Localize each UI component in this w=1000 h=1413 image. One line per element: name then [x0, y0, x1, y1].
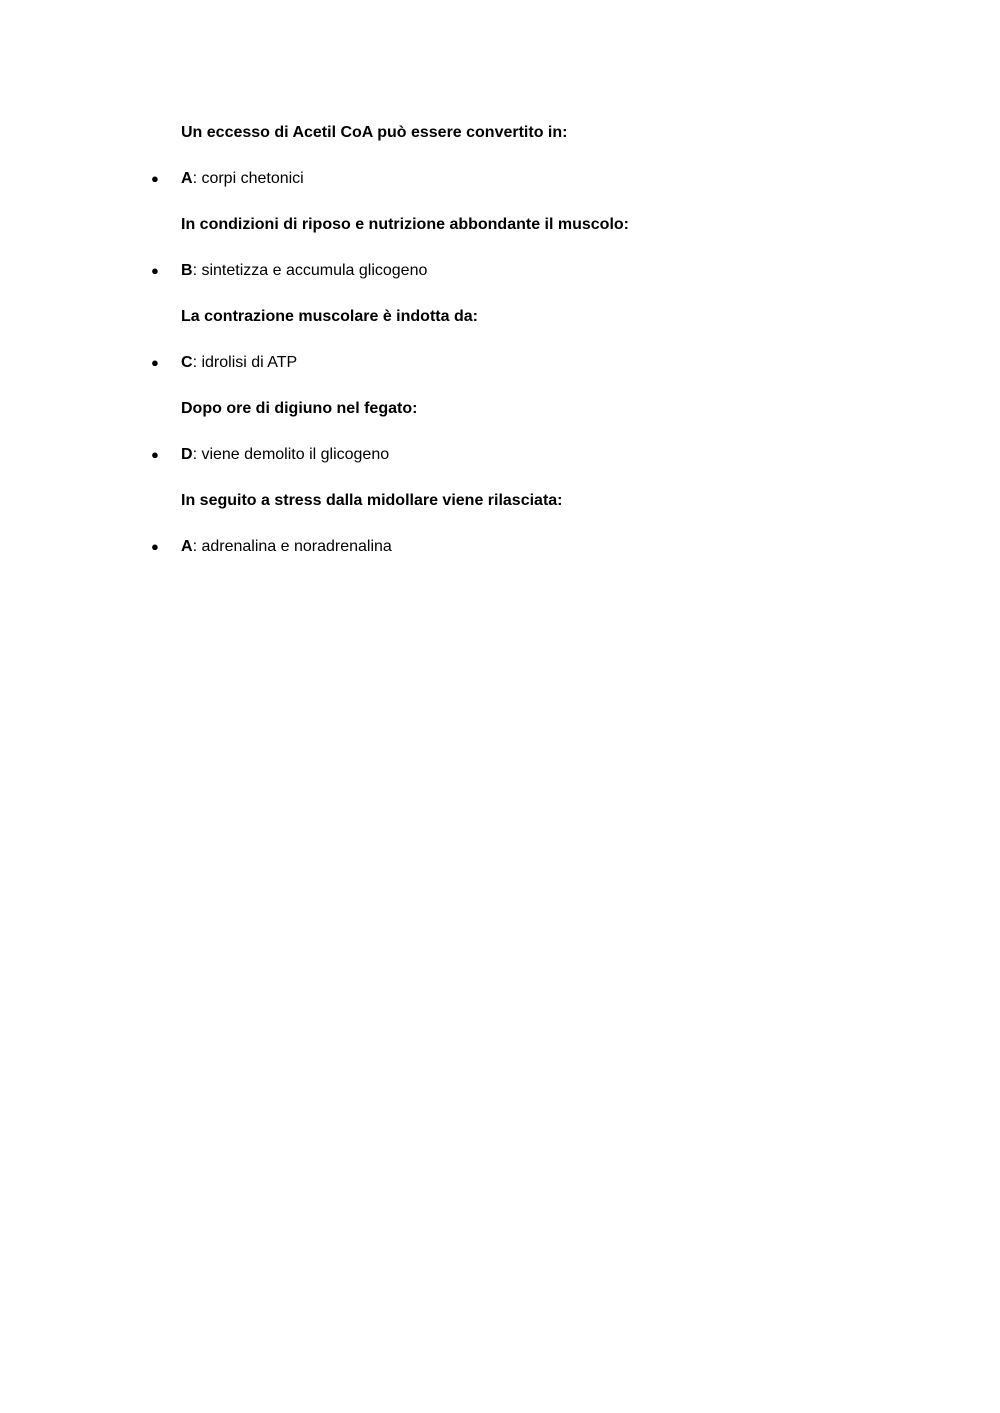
answer-text: idrolisi di ATP	[201, 354, 298, 371]
question-text: Dopo ore di digiuno nel fegato:	[181, 400, 418, 417]
bullet-icon: ●	[151, 539, 159, 554]
answer-list-item	[0, 258, 1000, 284]
answer-separator: :	[192, 354, 202, 371]
answer-list-item	[0, 534, 1000, 560]
answer-letter: D	[181, 446, 193, 463]
answer-separator: :	[192, 262, 202, 279]
bullet-icon: ●	[151, 447, 159, 462]
bullet-icon: ●	[151, 171, 159, 186]
answer-text: sintetizza e accumula glicogeno	[201, 262, 428, 279]
answer-text: viene demolito il glicogeno	[201, 446, 390, 463]
answer-letter: B	[181, 262, 193, 279]
question-text: La contrazione muscolare è indotta da:	[181, 308, 478, 325]
answer-letter: C	[181, 354, 193, 371]
answer-letter: A	[181, 170, 193, 187]
answer-text: corpi chetonici	[201, 170, 304, 187]
question-text: In condizioni di riposo e nutrizione abbondante il muscolo:	[181, 216, 629, 233]
question-answer-list	[0, 120, 1000, 580]
answer-list-item	[0, 442, 1000, 468]
answer-list-item	[0, 350, 1000, 376]
question-text: In seguito a stress dalla midollare viene rilasciata:	[181, 492, 563, 509]
answer-letter: A	[181, 538, 193, 555]
answer-separator: :	[192, 170, 202, 187]
bullet-icon: ●	[151, 355, 159, 370]
answer-separator: :	[192, 446, 202, 463]
bullet-icon: ●	[151, 263, 159, 278]
answer-text: adrenalina e noradrenalina	[201, 538, 392, 555]
question-text: Un eccesso di Acetil CoA può essere convertito in:	[181, 124, 568, 141]
answer-list-item	[0, 166, 1000, 192]
answer-separator: :	[192, 538, 202, 555]
